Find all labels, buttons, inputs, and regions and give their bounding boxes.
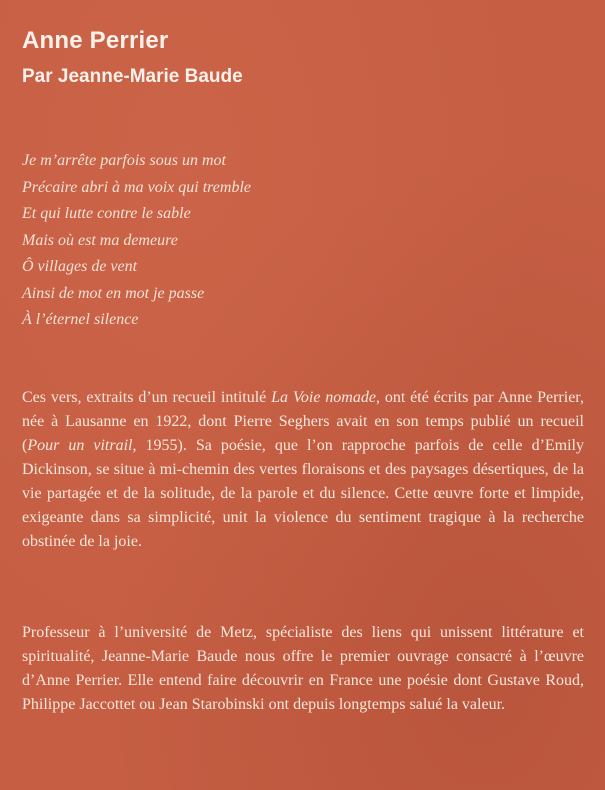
header	[22, 26, 582, 90]
description-paragraph-2: Professeur à l’université de Metz, spécialiste des liens qui unissent littérature et spiritualité, Jeanne-Marie Baude nous offre le premier ouvrage consacré à l’œuvre d’Anne Perrier. Elle entend faire découvrir en France une poésie dont Gustave Roud, Philippe Jaccottet ou Jean Starobinski ont depuis longtemps salué la valeur.	[22, 624, 584, 713]
p1-text-b: , ont été écrits par Anne Perrier, née à Lausanne en 1922, dont Pierre Seghers avait en son temps publié un recueil (	[22, 389, 584, 454]
poem-line: Précaire abri à ma voix qui tremble	[22, 178, 251, 196]
poem-line: Ô villages de vent	[22, 258, 138, 275]
p1-text-a: Ces vers, extraits d’un recueil intitulé	[22, 389, 272, 406]
poem-line: Et qui lutte contre le sable	[22, 205, 191, 222]
book-author: Par Jeanne-Marie Baude	[22, 66, 243, 87]
description-paragraph-1	[22, 386, 584, 554]
book-title-la-voie-nomade: La Voie nomade	[271, 389, 376, 406]
p1-text-c: , 1955). Sa poésie, que l’on rapproche parfois de celle d’Emily Dickinson, se situe à mi-chemin des vertes floraisons et des paysages désertiques, de la vie partagée et de la solitude, de la parole et du silence. Cette œuvre forte et limpide, exigeante dans sa simplicité, unit la violence du sentiment tragique à la recherche obstinée de la joie.	[22, 437, 585, 550]
poem-line: Ainsi de mot en mot je passe	[22, 284, 205, 302]
book-title-pour-un-vitrail: Pour un vitrail	[27, 437, 133, 454]
poem-line: À l’éternel silence	[22, 311, 139, 328]
book-title: Anne Perrier	[22, 27, 169, 54]
poem-line: Je m’arrête parfois sous un mot	[22, 152, 226, 169]
poem-line: Mais où est ma demeure	[22, 231, 178, 249]
poem-excerpt	[22, 148, 542, 334]
